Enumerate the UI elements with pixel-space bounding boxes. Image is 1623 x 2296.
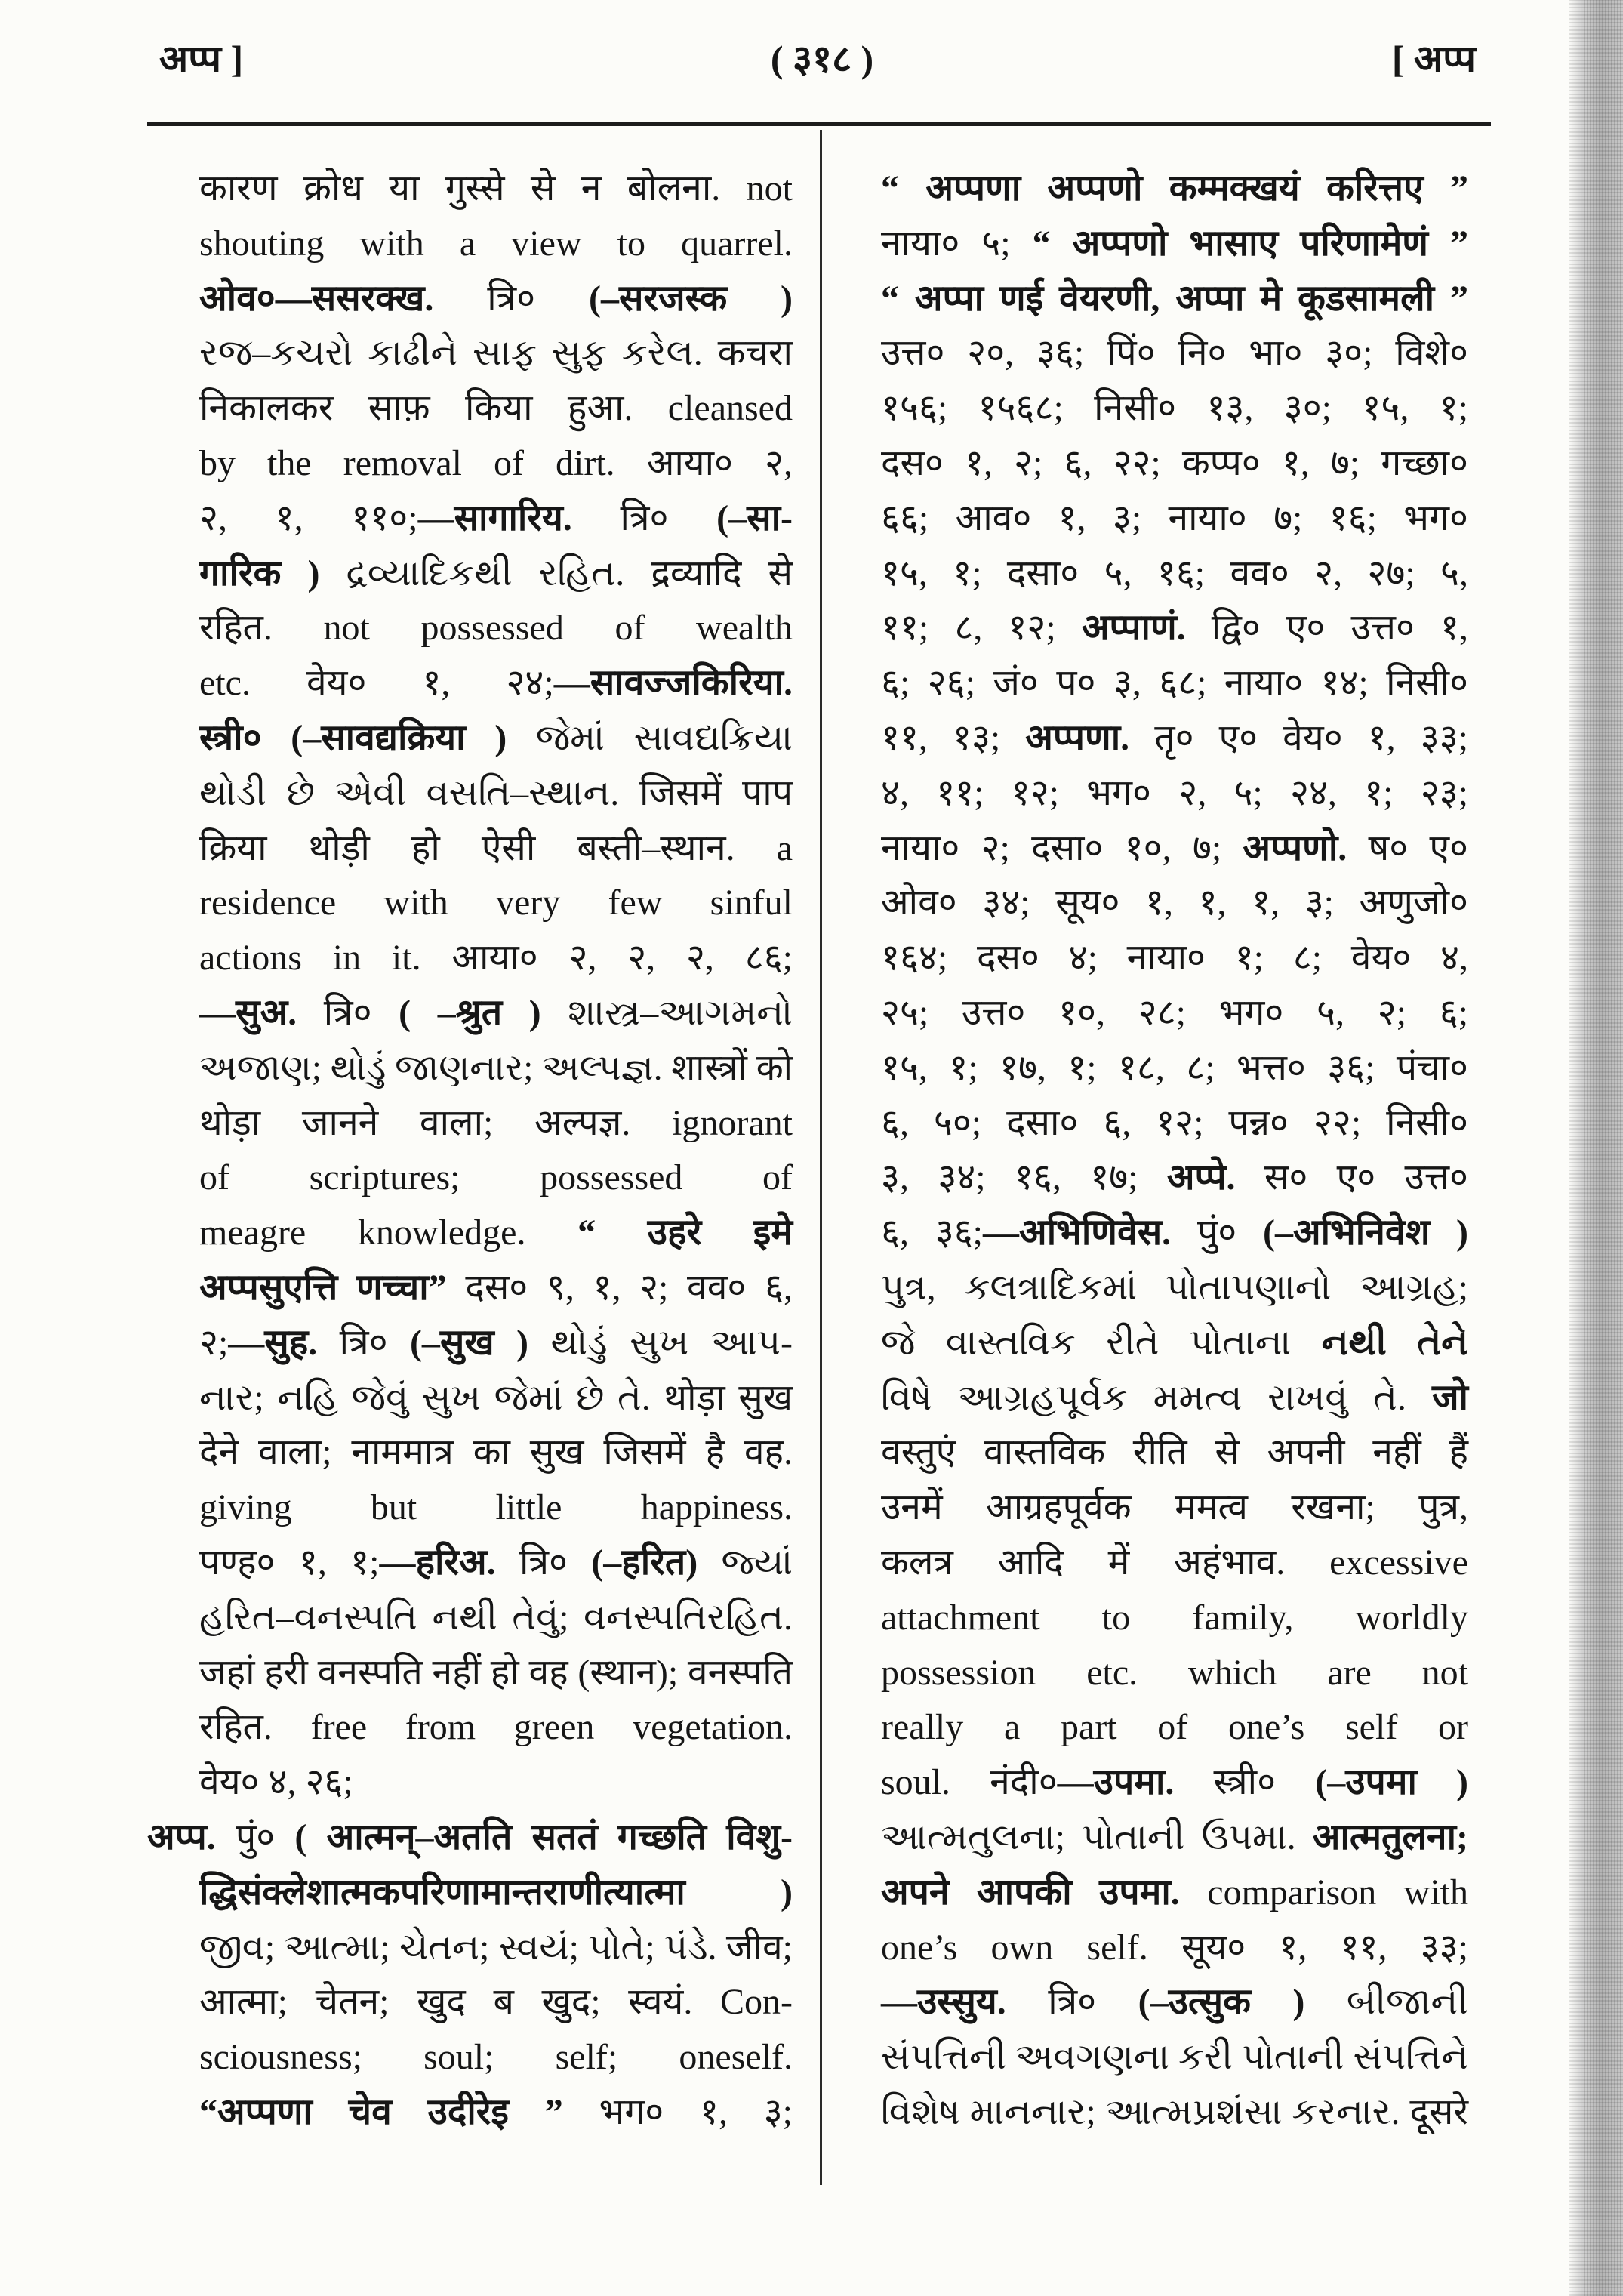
left-column-line — [199, 1866, 793, 1921]
line-text — [199, 381, 793, 436]
right-column-line — [881, 1646, 1468, 1701]
right-column-line — [881, 1206, 1468, 1261]
right-column-line — [881, 1151, 1468, 1206]
text-segment: રજ–કચરો કાઢીને સાફ સુફ કરેલ. कचरा — [199, 333, 793, 374]
bold-term: अपने आपकी उपमा. — [881, 1872, 1180, 1912]
line-text — [199, 1316, 793, 1371]
text-segment: one’s own self. सूय० १, ११, ३३; — [881, 1927, 1468, 1968]
text-segment: पुं० — [1171, 1213, 1263, 1253]
column-divider — [820, 130, 822, 2185]
text-segment: આત્મતુલના; પોતાની ઉપમા. — [881, 1817, 1313, 1857]
line-text — [881, 1425, 1468, 1481]
bold-term: (–सरजस्क ) — [588, 278, 793, 319]
text-segment: २, १, ११०; — [199, 498, 418, 538]
text-segment: જીવ; આત્મા; ચેતન; સ્વયં; પોતે; પંડે. जीव; — [199, 1927, 793, 1968]
right-column-line — [881, 711, 1468, 766]
right-column-line — [881, 1371, 1468, 1426]
line-text — [881, 272, 1468, 327]
right-column-line — [881, 1591, 1468, 1646]
left-column-line — [199, 1261, 793, 1316]
line-text — [199, 1921, 793, 1976]
right-column-line — [881, 821, 1468, 877]
line-text — [881, 381, 1468, 436]
line-text — [199, 1536, 793, 1591]
left-column-line — [199, 1206, 793, 1261]
line-text — [199, 656, 793, 711]
bold-term: —उस्सुय. — [881, 1982, 1006, 2023]
text-segment: attachment to family, worldly — [881, 1597, 1468, 1638]
page-number: ( ३१८ ) — [770, 38, 874, 80]
left-column-line — [199, 656, 793, 711]
text-segment: comparison with — [1179, 1872, 1468, 1912]
line-text — [881, 1041, 1468, 1096]
text-segment: of scriptures; possessed of — [199, 1157, 793, 1198]
left-column-line — [199, 1700, 793, 1755]
bold-term: ओव०—ससरक्ख. — [199, 278, 434, 319]
right-column-line — [881, 656, 1468, 711]
text-segment: ६; २६; जं० प० ३, ६८; नाया० १४; निसी० — [881, 663, 1468, 704]
left-column-line — [199, 1316, 793, 1371]
line-text — [199, 547, 793, 602]
line-text — [881, 1975, 1468, 2030]
text-segment: रहित. free from green vegetation. — [199, 1707, 793, 1748]
text-segment: १५, १; १७, १; १८, ८; भत्त० ३६; पंचा० — [881, 1047, 1468, 1088]
text-segment: त्रि० — [433, 278, 589, 319]
bold-term: “ अप्पणो भासाए परिणामेणं ” — [1032, 223, 1468, 264]
right-column-line — [881, 601, 1468, 656]
right-column-line — [881, 1921, 1468, 1976]
text-segment: २; — [199, 1322, 229, 1363]
line-text — [199, 217, 793, 272]
text-segment: by the removal of dirt. आया० २, — [199, 442, 793, 483]
text-segment: दस० ९, १, २; वव० ६, — [446, 1267, 793, 1308]
bold-term: —सावज्जकिरिया. — [553, 663, 793, 704]
bold-term: “ अप्पा णई वेयरणी, अप्पा मे कूडसामली ” — [881, 278, 1468, 319]
text-segment: कारण क्रोध या गुस्से से न बोलना. not — [199, 168, 793, 208]
left-column-line — [199, 162, 793, 217]
text-segment: સંપત્તિની અવગણના કરી પોતાની સંપત્તિને — [881, 2037, 1468, 2078]
line-text — [881, 1755, 1468, 1811]
line-text — [199, 931, 793, 986]
text-segment: १५, १; दसा० ५, १६; वव० २, २७; ५, — [881, 553, 1468, 593]
right-column-line — [881, 547, 1468, 602]
text-segment: वेय० ४, २६; — [199, 1762, 353, 1803]
right-column-line — [881, 1041, 1468, 1096]
text-segment: द्वि० ए० उत्त० १, — [1185, 608, 1468, 649]
bold-term: (–हरित) — [591, 1542, 698, 1583]
text-segment: residence with very few sinful — [199, 883, 793, 923]
left-column-line — [199, 931, 793, 986]
line-text — [881, 1921, 1468, 1976]
bold-term: (–सा- — [716, 498, 793, 538]
text-segment: ३, ३४; १६, १७; — [881, 1157, 1167, 1198]
text-segment: उनमें आग्रहपूर्वक ममत्व रखना; पुत्र, — [881, 1487, 1468, 1528]
line-text — [147, 1811, 793, 1866]
left-column — [147, 162, 793, 2140]
text-segment: २५; उत्त० १०, २८; भग० ५, २; ६; — [881, 992, 1468, 1033]
right-column-line — [881, 436, 1468, 492]
left-column-line — [147, 1811, 793, 1866]
left-column-line — [199, 547, 793, 602]
line-text — [881, 1700, 1468, 1755]
text-segment: possession etc. which are not — [881, 1652, 1468, 1693]
line-text — [881, 492, 1468, 547]
text-segment: त्रि० — [571, 498, 717, 538]
line-text — [199, 821, 793, 877]
line-text — [881, 1591, 1468, 1646]
bold-term: अप्प. — [147, 1817, 216, 1857]
bold-term: (–उपमा ) — [1315, 1762, 1468, 1803]
text-segment: दस० १, २; ६, २२; कप्प० १, ७; गच्छा० — [881, 442, 1468, 483]
left-column-line — [199, 272, 793, 327]
text-segment: स्त्री० — [1174, 1762, 1316, 1803]
line-text — [199, 601, 793, 656]
line-text — [881, 1206, 1468, 1261]
bold-term: “ अप्पणा अप्पणो कम्मक्खयं करित्तए ” — [881, 168, 1468, 208]
bold-term: “ उहरे इमे — [577, 1213, 793, 1253]
scan-edge-shadow — [1569, 0, 1623, 2296]
left-column-line — [199, 1481, 793, 1536]
line-text — [881, 547, 1468, 602]
left-column-line — [199, 1536, 793, 1591]
text-segment: निकालकर साफ़ किया हुआ. cleansed — [199, 388, 793, 429]
line-text — [199, 1700, 793, 1755]
line-text — [881, 1371, 1468, 1426]
left-column-line — [199, 1921, 793, 1976]
left-column-line — [199, 1096, 793, 1151]
text-segment: तृ० ए० वेय० १, ३३; — [1129, 717, 1468, 758]
text-segment: आत्मा; चेतन; खुद ब खुद; स्वयं. Con- — [199, 1982, 793, 2023]
text-segment: रहित. not possessed of wealth — [199, 608, 793, 649]
left-column-line — [199, 217, 793, 272]
line-text — [199, 162, 793, 217]
left-column-line — [199, 1591, 793, 1646]
line-text — [881, 217, 1468, 272]
text-segment: ११, १३; — [881, 717, 1026, 758]
bold-term: ( आत्मन्–अतति सततं गच्छति विशु- — [294, 1817, 793, 1857]
running-head-right: [ अप्प — [1391, 38, 1476, 80]
line-text — [199, 436, 793, 492]
line-text — [199, 492, 793, 547]
left-column-line — [199, 2085, 793, 2140]
text-segment: नाया० ५; — [881, 223, 1033, 264]
bold-term: (–अभिनिवेश ) — [1262, 1213, 1468, 1253]
line-text — [881, 766, 1468, 821]
text-segment: shouting with a view to quarrel. — [199, 223, 793, 264]
left-column-line — [199, 711, 793, 766]
right-column-line — [881, 1866, 1468, 1921]
right-column-line — [881, 272, 1468, 327]
right-column-line — [881, 162, 1468, 217]
line-text — [199, 766, 793, 821]
text-segment: soul. नंदी० — [881, 1762, 1058, 1803]
line-text — [881, 2085, 1468, 2140]
text-segment: really a part of one’s self or — [881, 1707, 1468, 1748]
left-column-line — [199, 2030, 793, 2085]
line-text — [881, 162, 1468, 217]
text-segment: त्रि० — [495, 1542, 592, 1583]
right-column-line — [881, 2030, 1468, 2085]
right-column-line — [881, 1425, 1468, 1481]
line-text — [199, 2085, 793, 2140]
bold-term: द्धिसंक्लेशात्मकपरिणामान्तराणीत्यात्मा ) — [199, 1872, 793, 1912]
line-text — [881, 1261, 1468, 1316]
right-column-line — [881, 876, 1468, 931]
text-segment: नाया० २; दसा० १०, ७; — [881, 827, 1243, 868]
bold-term: —अभिणिवेस. — [983, 1213, 1172, 1253]
line-text — [881, 876, 1468, 931]
right-column-line — [881, 1975, 1468, 2030]
text-segment: पुं० — [215, 1817, 295, 1857]
left-column-line — [199, 601, 793, 656]
right-column-line — [881, 1536, 1468, 1591]
right-column-line — [881, 1316, 1468, 1371]
bold-term: जो — [1431, 1377, 1468, 1418]
right-column-line — [881, 1261, 1468, 1316]
text-segment: બીજાની — [1304, 1982, 1468, 2023]
text-segment: ६, ५०; दसा० ६, १२; पन्न० २२; निसी० — [881, 1102, 1468, 1143]
line-text — [199, 326, 793, 381]
running-head-left: अप्प ] — [159, 38, 244, 80]
line-text — [881, 1646, 1468, 1701]
text-segment: देने वाला; नाममात्र का सुख जिसमें है वह. — [199, 1432, 793, 1473]
line-text — [199, 1096, 793, 1151]
left-column-line — [199, 436, 793, 492]
line-text — [199, 1866, 793, 1921]
right-column-line — [881, 1755, 1468, 1811]
left-column-line — [199, 821, 793, 877]
bold-term: अप्पणा. — [1025, 717, 1130, 758]
line-text — [881, 2030, 1468, 2085]
line-text — [199, 876, 793, 931]
line-text — [881, 601, 1468, 656]
bold-term: गारिक ) — [199, 553, 320, 593]
bold-term: अप्पसुएत्ति णच्चा” — [199, 1267, 447, 1308]
line-text — [881, 1536, 1468, 1591]
left-column-line — [199, 1755, 793, 1811]
line-text — [199, 1646, 793, 1701]
bold-term: आत्मतुलना; — [1312, 1817, 1468, 1857]
line-text — [881, 1811, 1468, 1866]
text-segment: giving but little happiness. — [199, 1487, 793, 1528]
left-column-line — [199, 381, 793, 436]
line-text — [881, 931, 1468, 986]
line-text — [881, 326, 1468, 381]
line-text — [881, 1316, 1468, 1371]
bold-term: अप्पणो. — [1243, 827, 1347, 868]
left-column-line — [199, 1371, 793, 1426]
text-segment: etc. वेय० १, २४; — [199, 663, 554, 704]
bold-term: નથી તેને — [1321, 1322, 1468, 1363]
text-segment: meagre knowledge. — [199, 1213, 578, 1253]
line-text — [199, 1151, 793, 1206]
line-text — [881, 1096, 1468, 1151]
bold-term: (–सुख ) — [409, 1322, 529, 1363]
text-segment: भग० १, ३; — [562, 2091, 793, 2132]
text-segment: १५६; १५६८; निसी० १३, ३०; १५, १; — [881, 388, 1468, 429]
text-segment: पण्ह० १, १; — [199, 1542, 380, 1583]
text-segment: વિષે આગ્રહપૂર્વક મમત્વ રાખવું તે. — [881, 1377, 1432, 1418]
text-segment: त्रि० — [1006, 1982, 1138, 2023]
text-segment: १६४; दस० ४; नाया० १; ८; वेय० ४, — [881, 938, 1468, 978]
line-text — [881, 1481, 1468, 1536]
left-column-line — [199, 326, 793, 381]
text-segment: ४, ११; १२; भग० २, ५; २४, १; २३; — [881, 772, 1468, 813]
text-segment: ११; ८, १२; — [881, 608, 1082, 649]
text-segment: શાસ્ત્ર–આગમનો — [540, 992, 793, 1033]
line-text — [881, 821, 1468, 877]
line-text — [881, 1866, 1468, 1921]
text-segment: દ્રવ્યાદિકથી રહિત. द्रव्यादि से — [319, 553, 793, 593]
left-column-line — [199, 1975, 793, 2030]
left-column-line — [199, 492, 793, 547]
text-segment: નાર; નહિ જેવું સુખ જેમાં છે તે. थोड़ा सुख — [199, 1377, 793, 1418]
bold-term: (–उत्सुक ) — [1138, 1982, 1305, 2023]
text-segment: उत्त० २०, ३६; पिं० नि० भा० ३०; विशे० — [881, 333, 1468, 374]
line-text — [199, 1261, 793, 1316]
text-segment: ६६; आव० १, ३; नाया० ७; १६; भग० — [881, 498, 1468, 538]
left-column-line — [199, 876, 793, 931]
line-text — [199, 272, 793, 327]
text-segment: थोड़ा जानने वाला; अल्पज्ञ. ignorant — [199, 1102, 793, 1143]
bold-term: “अप्पणा चेव उदीरेइ ” — [199, 2091, 563, 2132]
text-segment: त्रि० — [317, 1322, 410, 1363]
right-column-line — [881, 326, 1468, 381]
line-text — [199, 986, 793, 1041]
text-segment: પુત્ર, કલત્રાદિકમાં પોતાપણાનો આગ્રહ; — [881, 1267, 1468, 1308]
line-text — [199, 1481, 793, 1536]
right-column-line — [881, 217, 1468, 272]
line-text — [199, 711, 793, 766]
text-segment: actions in it. आया० २, २, २, ८६; — [199, 938, 793, 978]
line-text — [199, 2030, 793, 2085]
line-text — [881, 656, 1468, 711]
right-column-line — [881, 381, 1468, 436]
text-segment: sciousness; soul; self; oneself. — [199, 2037, 793, 2078]
header-rule — [147, 122, 1491, 126]
text-segment: થોડું સુખ આપ- — [528, 1322, 793, 1363]
text-segment: ओव० ३४; सूय० १, १, १, ३; अणुजो० — [881, 883, 1468, 923]
line-text — [881, 1151, 1468, 1206]
bold-term: अप्पे. — [1166, 1157, 1236, 1198]
text-segment: क्रिया थोड़ी हो ऐसी बस्ती–स्थान. a — [199, 827, 793, 868]
text-segment: त्रि० — [297, 992, 399, 1033]
right-column-line — [881, 1811, 1468, 1866]
line-text — [199, 1591, 793, 1646]
text-segment: હરિત–વનસ્પતિ નથી તેવું; વનસ્પતિરહિત. — [199, 1597, 793, 1638]
line-text — [199, 1371, 793, 1426]
left-column-line — [199, 766, 793, 821]
bold-term: स्त्री० (–सावद्यक्रिया ) — [199, 717, 507, 758]
bold-term: —उपमा. — [1057, 1762, 1175, 1803]
left-column-line — [199, 1646, 793, 1701]
right-column-line — [881, 1700, 1468, 1755]
text-segment: वस्तुएं वास्तविक रीति से अपनी नहीं हैं — [881, 1432, 1468, 1473]
text-segment: कलत्र आदि में अहंभाव. excessive — [881, 1542, 1468, 1583]
right-column-line — [881, 1096, 1468, 1151]
left-column-line — [199, 986, 793, 1041]
text-segment: અજાણ; થોડું જાણનાર; અલ્પજ્ઞ. शास्त्रों को — [199, 1047, 793, 1088]
bold-term: अप्पाणं. — [1081, 608, 1186, 649]
right-column-line — [881, 2085, 1468, 2140]
text-segment: થોડી છે એવી વસતિ–સ્થાન. जिसमें पाप — [199, 772, 793, 813]
right-column — [881, 162, 1468, 2140]
line-text — [199, 1755, 353, 1811]
text-segment: स० ए० उत्त० — [1235, 1157, 1468, 1198]
text-segment: જ્યાં — [698, 1542, 793, 1583]
text-segment: ६, ३६; — [881, 1213, 984, 1253]
text-segment: જેમાં સાવદ્યક્રિયા — [507, 717, 793, 758]
line-text — [881, 711, 1468, 766]
line-text — [881, 986, 1468, 1041]
bold-term: ( –श्रुत ) — [399, 992, 541, 1033]
bold-term: —सुअ. — [199, 992, 297, 1033]
bold-term: —सागारिय. — [417, 498, 572, 538]
line-text — [199, 1206, 793, 1261]
text-segment: ष० ए० — [1347, 827, 1468, 868]
left-column-line — [199, 1151, 793, 1206]
text-segment: વિશેષ માનનાર; આત્મપ્રશંસા કરનાર. दूसरे — [881, 2091, 1468, 2132]
line-text — [881, 436, 1468, 492]
line-text — [199, 1425, 793, 1481]
text-segment: જે વાસ્તવિક રીતે પોતાના — [881, 1322, 1322, 1363]
right-column-line — [881, 1481, 1468, 1536]
right-column-line — [881, 986, 1468, 1041]
left-column-line — [199, 1041, 793, 1096]
left-column-line — [199, 1425, 793, 1481]
bold-term: —हरिअ. — [379, 1542, 496, 1583]
right-column-line — [881, 931, 1468, 986]
line-text — [199, 1975, 793, 2030]
line-text — [199, 1041, 793, 1096]
text-segment: जहां हरी वनस्पति नहीं हो वह (स्थान); वनस्पति — [199, 1652, 793, 1693]
bold-term: —सुह. — [228, 1322, 318, 1363]
right-column-line — [881, 492, 1468, 547]
right-column-line — [881, 766, 1468, 821]
